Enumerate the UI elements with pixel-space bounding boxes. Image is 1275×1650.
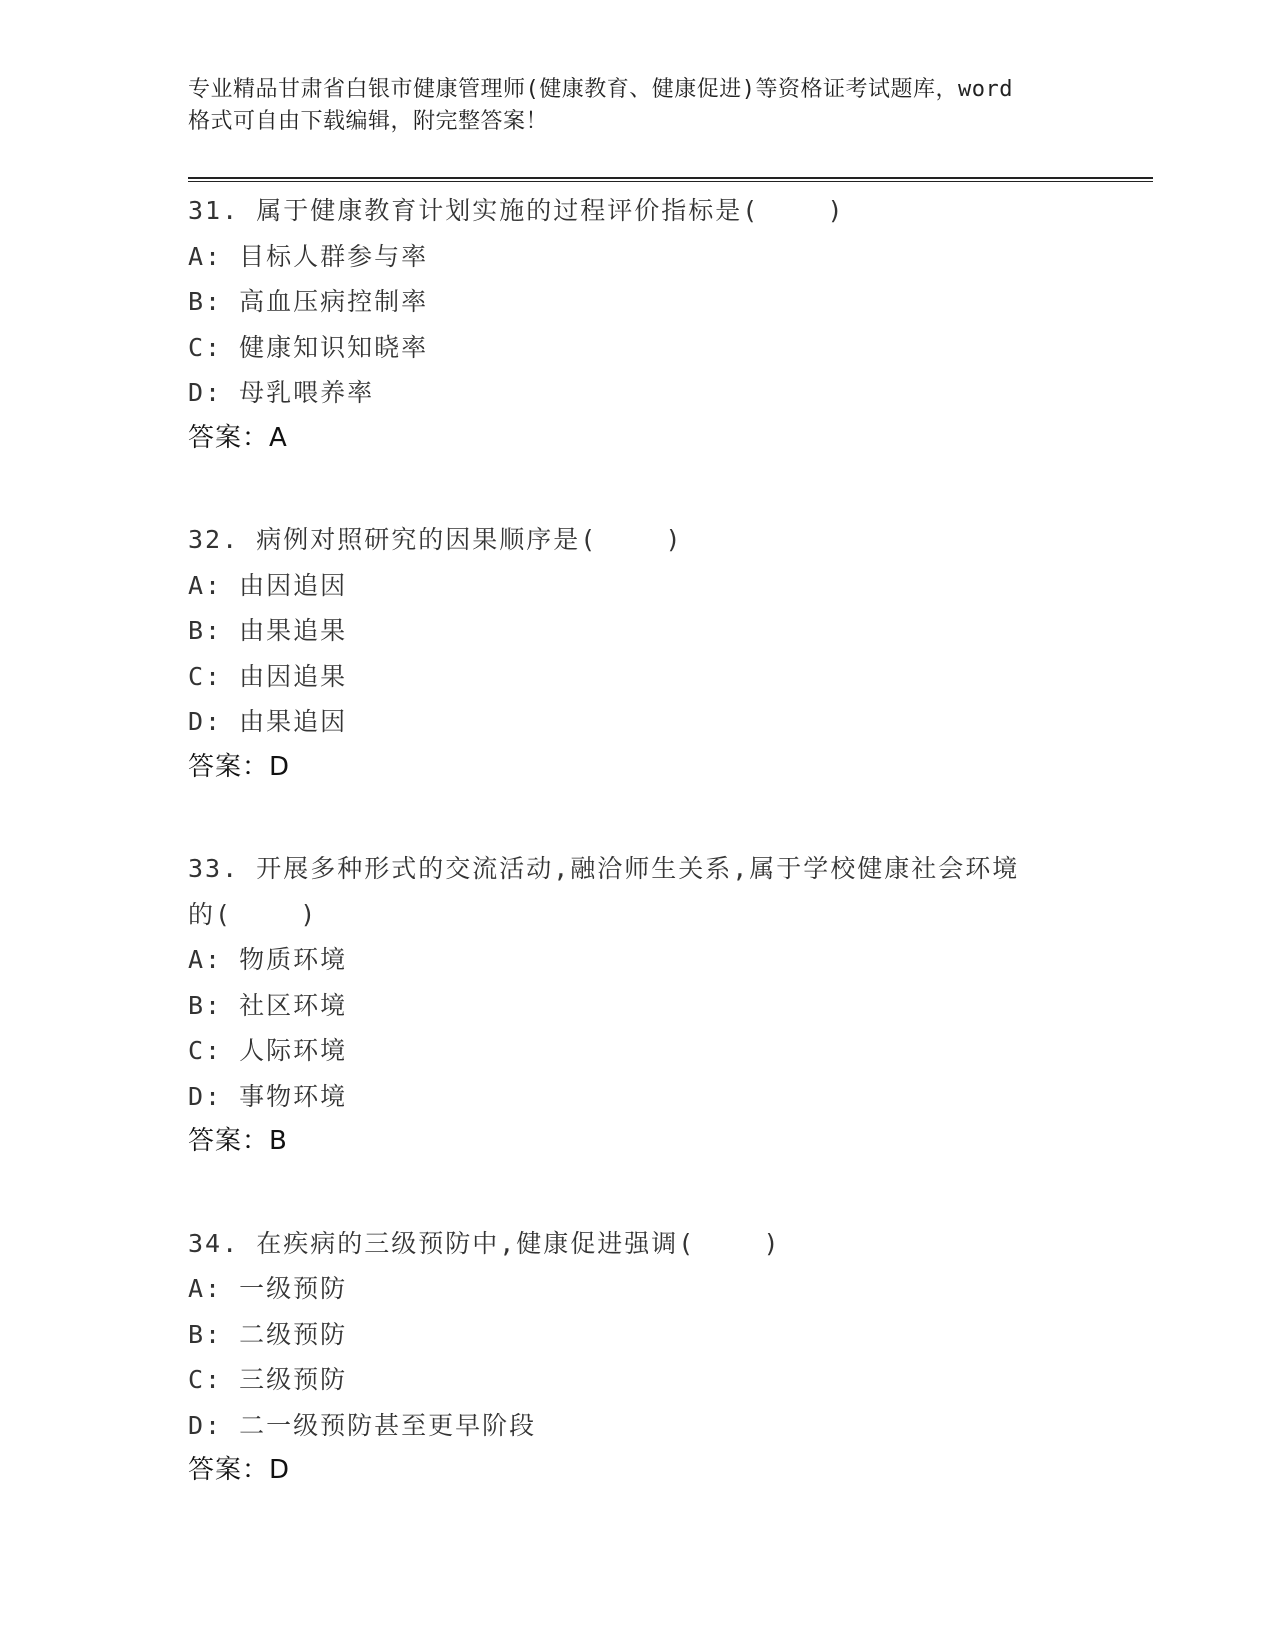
question-stem-continued: 的( ) (188, 899, 318, 929)
question-stem: 33. 开展多种形式的交流活动,融洽师生关系,属于学校健康社会环境 (188, 854, 1020, 883)
header-line-1: 专业精品甘肃省白银市健康管理师(健康教育、健康促进)等资格证考试题库，word (188, 77, 1013, 102)
question-33 (188, 846, 1153, 1165)
option-a: A: 一级预防 (188, 1274, 348, 1303)
header-line-2: 格式可自由下载编辑，附完整答案！ (188, 109, 549, 134)
option-d: D: 二一级预防甚至更早阶段 (188, 1410, 537, 1440)
question-stem: 32. 病例对照研究的因果顺序是( ) (188, 525, 683, 554)
question-stem: 34. 在疾病的三级预防中,健康促进强调( ) (188, 1228, 781, 1258)
document-header (188, 74, 1088, 138)
option-d: D: 母乳喂养率 (188, 378, 375, 407)
answer: 答案：D (188, 751, 291, 782)
option-d: D: 由果追因 (188, 707, 348, 736)
option-c: C: 三级预防 (188, 1365, 348, 1394)
question-34 (188, 1221, 1153, 1494)
answer: 答案：D (188, 1455, 291, 1485)
question-32 (188, 517, 1153, 790)
answer: 答案：A (188, 422, 288, 453)
document-page (188, 0, 1153, 1650)
question-list (188, 188, 1153, 1550)
option-b: B: 高血压病控制率 (188, 287, 429, 316)
option-c: C: 人际环境 (188, 1036, 348, 1065)
option-a: A: 物质环境 (188, 945, 348, 974)
option-b: B: 由果追果 (188, 616, 348, 645)
option-a: A: 目标人群参与率 (188, 241, 429, 271)
option-a: A: 由因追因 (188, 570, 348, 600)
option-d: D: 事物环境 (188, 1081, 348, 1111)
answer: 答案：B (188, 1126, 288, 1156)
question-31 (188, 188, 1153, 461)
header-divider (188, 177, 1153, 182)
option-b: B: 二级预防 (188, 1319, 348, 1349)
option-b: B: 社区环境 (188, 990, 348, 1020)
option-c: C: 由因追果 (188, 661, 348, 691)
option-c: C: 健康知识知晓率 (188, 332, 429, 362)
question-stem: 31. 属于健康教育计划实施的过程评价指标是( ) (188, 196, 845, 225)
